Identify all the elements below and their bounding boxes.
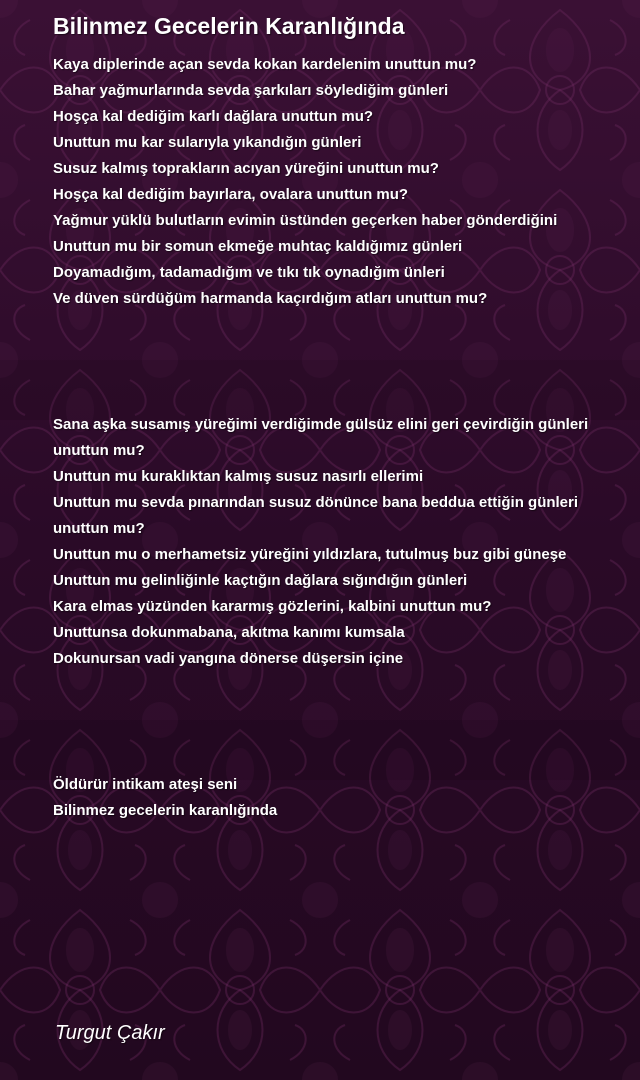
poem-line: Hoşça kal dediğim karlı dağlara unuttun mu? — [53, 108, 374, 125]
stanza-2 — [53, 412, 628, 672]
stanza-1 — [53, 52, 628, 312]
poem-author: Turgut Çakır — [55, 1022, 165, 1044]
poem-line: Öldürür intikam ateşi seni — [53, 776, 238, 793]
poem-line: Bilinmez gecelerin karanlığında — [53, 802, 278, 819]
poem-line: Sana aşka susamış yüreğimi verdiğimde gülsüz elini geri çevirdiğin günleri unuttun mu? — [53, 416, 589, 459]
stanza-3 — [53, 772, 628, 824]
poem-line: Unuttun mu bir somun ekmeğe muhtaç kaldığımız günleri — [53, 238, 463, 255]
poem-line: Susuz kalmış toprakların acıyan yüreğini unuttun mu? — [53, 160, 439, 177]
poem-line: Ve düven sürdüğüm harmanda kaçırdığım atları unuttun mu? — [53, 290, 488, 307]
poem-line: Kaya diplerinde açan sevda kokan kardelenim unuttun mu? — [53, 56, 477, 73]
poem-line: Doyamadığım, tadamadığım ve tıkı tık oynadığım ünleri — [53, 264, 445, 281]
poem-line: Unuttun mu gelinliğinle kaçtığın dağlara sığındığın günleri — [53, 572, 468, 589]
poem-line: Yağmur yüklü bulutların evimin üstünden geçerken haber gönderdiğini — [53, 212, 558, 229]
poem-line: Kara elmas yüzünden kararmış gözlerini, kalbini unuttun mu? — [53, 598, 492, 615]
poem-line: Hoşça kal dediğim bayırlara, ovalara unuttun mu? — [53, 186, 409, 203]
poem-line: Dokunursan vadi yangına dönerse düşersin içine — [53, 650, 404, 667]
poem-line: Unuttun mu o merhametsiz yüreğini yıldızlara, tutulmuş buz gibi güneşe — [53, 546, 567, 563]
poem-title: Bilinmez Gecelerin Karanlığında — [53, 13, 405, 39]
poem-line: Unuttun mu kuraklıktan kalmış susuz nasırlı ellerimi — [53, 468, 424, 485]
poem-line: Bahar yağmurlarında sevda şarkıları söylediğim günleri — [53, 82, 449, 99]
poem-line: Unuttunsa dokunmabana, akıtma kanımı kumsala — [53, 624, 405, 641]
poem-line: Unuttun mu kar sularıyla yıkandığın günleri — [53, 134, 362, 151]
poem-line: Unuttun mu sevda pınarından susuz dönünce bana beddua ettiğin günleri unuttun mu? — [53, 494, 579, 537]
